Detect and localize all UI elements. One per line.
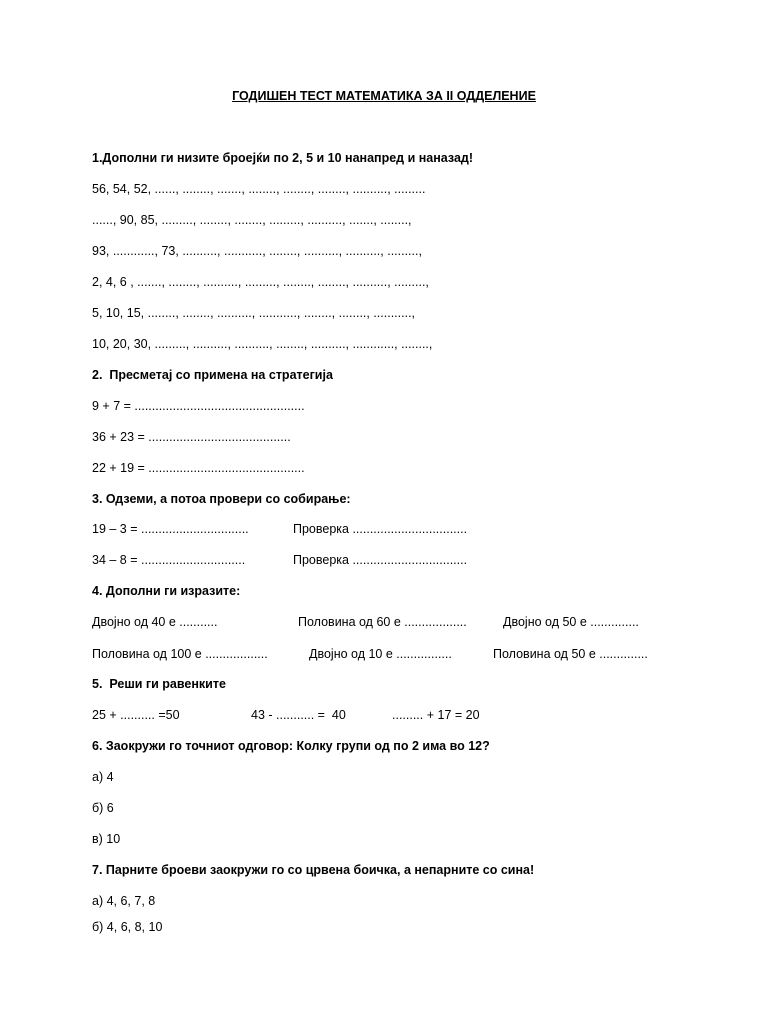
q6-option: б) 6 [92, 801, 114, 815]
q7-option: б) 4, 6, 8, 10 [92, 920, 163, 934]
q1-row: 2, 4, 6 , ......., ........, .........., ........., ........, ........, .........., ........., [92, 275, 429, 289]
q5-equation: ......... + 17 = 20 [392, 708, 480, 722]
q4-item: Двојно од 50 е .............. [503, 615, 639, 629]
q4-item: Половина од 60 е .................. [298, 615, 467, 629]
q6-heading: 6. Заокружи го точниот одговор: Колку групи од по 2 има во 12? [92, 739, 490, 753]
q5-heading: 5. Реши ги равенките [92, 677, 226, 691]
q4-item: Двојно од 40 е ........... [92, 615, 218, 629]
q2-heading: 2. Пресметај со примена на стратегија [92, 368, 333, 382]
q1-row: ......, 90, 85, ........., ........, ........, ........., .........., ......., ........, [92, 213, 412, 227]
q3-check: Проверка ................................. [293, 522, 468, 536]
q7-heading: 7. Парните броеви заокружи го со црвена боичка, а непарните со сина! [92, 863, 535, 877]
q4-item: Половина од 50 е .............. [493, 647, 648, 661]
q7-option: а) 4, 6, 7, 8 [92, 894, 156, 908]
q2-row: 22 + 19 = ............................................. [92, 461, 305, 475]
q3-check: Проверка ................................. [293, 553, 468, 567]
q4-heading: 4. Дополни ги изразите: [92, 584, 241, 598]
q4-item: Половина од 100 е .................. [92, 647, 268, 661]
q6-option: а) 4 [92, 770, 114, 784]
q6-option: в) 10 [92, 832, 121, 846]
q1-row: 93, ............, 73, .........., ..........., ........, .........., .........., ........., [92, 244, 422, 258]
q1-row: 56, 54, 52, ......, ........, ......., ........, ........, ........, .........., ......... [92, 182, 426, 196]
q4-item: Двојно од 10 е ................ [309, 647, 452, 661]
q3-expression: 34 – 8 = .............................. [92, 553, 246, 567]
q5-equation: 25 + .......... =50 [92, 708, 180, 722]
q1-row: 5, 10, 15, ........, ........, .........., ..........., ........, ........, ..........., [92, 306, 416, 320]
q3-heading: 3. Одземи, а потоа провери со собирање: [92, 492, 351, 506]
page-title: ГОДИШЕН ТЕСТ МАТЕМАТИКА ЗА II ОДДЕЛЕНИЕ [232, 89, 536, 103]
q1-row: 10, 20, 30, ........., .........., .........., ........, .........., ............, ........, [92, 337, 433, 351]
q5-equation: 43 - ........... = 40 [251, 708, 346, 722]
q3-expression: 19 – 3 = ............................... [92, 522, 249, 536]
q1-heading: 1.Дополни ги низите броејќи по 2, 5 и 10 нанапред и наназад! [92, 151, 473, 165]
q2-row: 9 + 7 = ................................................. [92, 399, 305, 413]
q2-row: 36 + 23 = ......................................... [92, 430, 291, 444]
